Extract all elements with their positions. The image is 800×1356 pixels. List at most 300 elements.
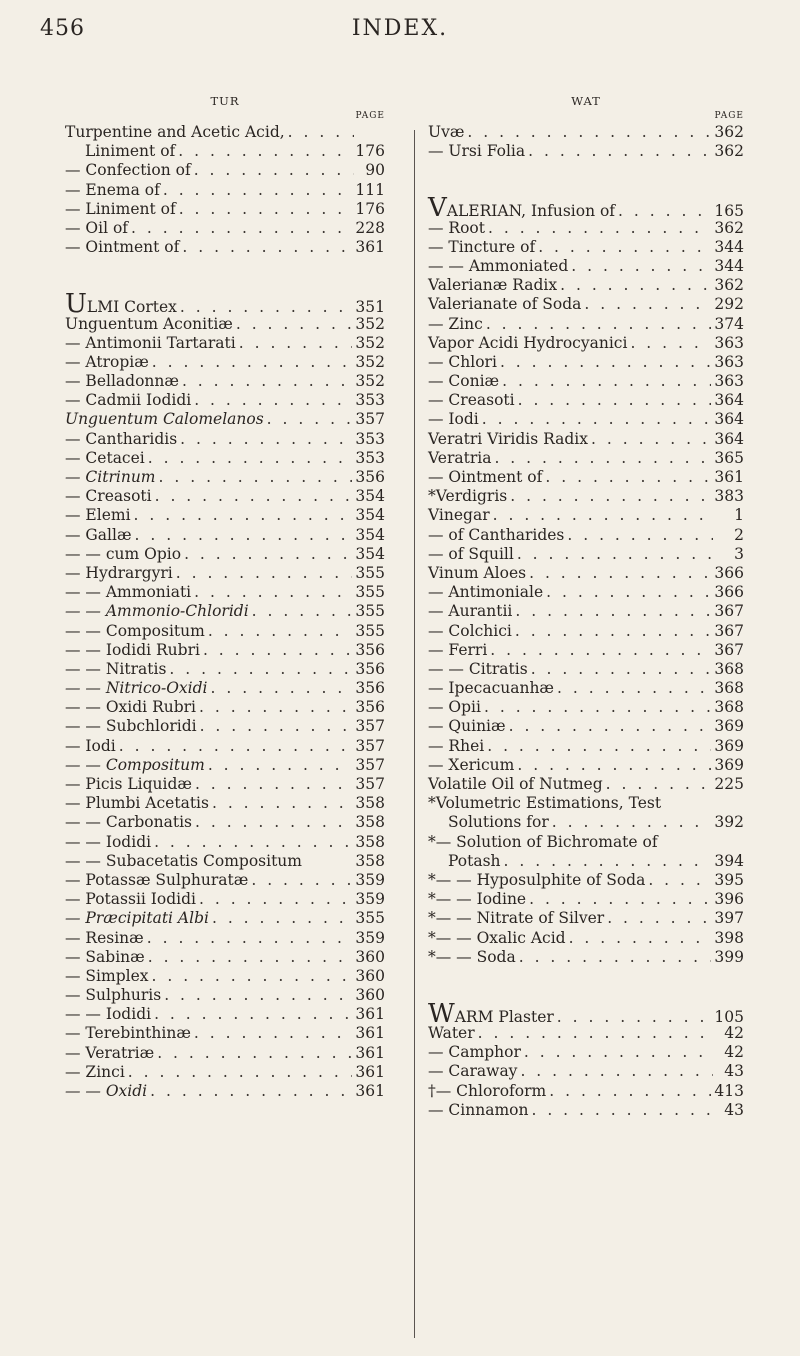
leader-dots bbox=[212, 794, 352, 813]
index-entry bbox=[428, 123, 744, 142]
leader-dots bbox=[520, 1062, 713, 1081]
index-entry bbox=[65, 430, 385, 449]
index-entry bbox=[65, 717, 385, 736]
entry-text: Solutions for bbox=[448, 813, 549, 832]
entry-page-number: 369 bbox=[714, 755, 744, 774]
entry-page-number: 359 bbox=[355, 928, 385, 947]
entry-page-number: 361 bbox=[355, 1062, 385, 1081]
page-number: 456 bbox=[40, 16, 85, 41]
leader-dots bbox=[148, 449, 353, 468]
leader-dots bbox=[519, 948, 712, 967]
entry-text: — — Ammonio-Chloridi bbox=[65, 602, 249, 621]
entry-page-number: 111 bbox=[355, 180, 385, 199]
leader-dots bbox=[630, 334, 711, 353]
index-entry bbox=[428, 583, 744, 602]
index-entry bbox=[65, 334, 385, 353]
entry-text: Turpentine and Acetic Acid, bbox=[65, 123, 285, 141]
index-entry bbox=[428, 1062, 744, 1081]
leader-dots bbox=[606, 775, 712, 794]
entry-page-number: 398 bbox=[714, 928, 744, 947]
leader-dots bbox=[211, 679, 353, 698]
entry-text: — Confection of bbox=[65, 161, 191, 180]
entry-page-number: 362 bbox=[714, 276, 744, 295]
index-entry bbox=[428, 564, 744, 583]
entry-text: †— Chloroform bbox=[428, 1081, 547, 1100]
entry-page-number: 356 bbox=[355, 698, 385, 717]
entry-text: Valerianæ Radix bbox=[428, 276, 558, 295]
entry-page-number: 357 bbox=[355, 775, 385, 793]
index-entry bbox=[428, 219, 744, 238]
entry-text: — Simplex bbox=[65, 966, 149, 985]
entry-text: — Tincture of bbox=[428, 237, 536, 256]
entry-text: Water bbox=[428, 1024, 475, 1043]
entry-page-number: 361 bbox=[355, 1043, 385, 1062]
entry-page-number: 358 bbox=[355, 794, 385, 813]
index-entry bbox=[65, 948, 385, 967]
index-entry bbox=[65, 929, 385, 948]
entry-text: — Root bbox=[428, 218, 485, 237]
entry-text: LMI Cortex bbox=[86, 298, 177, 317]
leader-dots bbox=[487, 737, 711, 756]
entry-text: — Coniæ bbox=[428, 372, 500, 391]
entry-page-number: 359 bbox=[355, 890, 385, 909]
index-entry bbox=[65, 353, 385, 372]
entry-page-number: 360 bbox=[355, 966, 385, 985]
index-entry bbox=[428, 238, 744, 257]
entry-page-number: 363 bbox=[714, 372, 744, 391]
entry-initial: V bbox=[428, 193, 447, 224]
index-entry bbox=[65, 391, 385, 410]
index-entry bbox=[428, 852, 744, 871]
index-entry bbox=[65, 545, 385, 564]
entry-text: — — Oxidi Rubri bbox=[65, 698, 197, 717]
entry-text: — Creasoti bbox=[65, 487, 152, 506]
index-entry bbox=[65, 526, 385, 545]
index-entry bbox=[65, 410, 385, 429]
entry-text: Veratria bbox=[428, 448, 492, 467]
leader-dots bbox=[484, 698, 711, 717]
leader-dots bbox=[267, 410, 353, 429]
entry-text: ALERIAN, Infusion of bbox=[446, 202, 616, 221]
leader-dots bbox=[200, 717, 353, 736]
entry-page-number: 354 bbox=[355, 544, 385, 563]
index-entry bbox=[428, 410, 744, 429]
entry-page-number: 364 bbox=[714, 429, 744, 448]
entry-page-number: 366 bbox=[714, 583, 744, 602]
entry-page-number: 413 bbox=[714, 1081, 744, 1100]
entry-text: — Opii bbox=[428, 698, 481, 717]
entry-text: — Antimoniale bbox=[428, 583, 544, 602]
index-entry bbox=[65, 986, 385, 1005]
leader-dots bbox=[584, 295, 711, 314]
entry-page-number: 364 bbox=[714, 410, 744, 429]
entry-page-number: 362 bbox=[714, 123, 744, 141]
leader-dots bbox=[157, 1044, 352, 1063]
entry-text: Valerianate of Soda bbox=[428, 295, 582, 314]
index-entry bbox=[65, 289, 385, 320]
entry-text: *— — Iodine bbox=[428, 890, 527, 909]
index-entry bbox=[428, 871, 744, 890]
index-entry bbox=[65, 909, 385, 928]
entry-text: *Verdigris bbox=[428, 487, 508, 506]
leader-dots bbox=[194, 161, 354, 180]
entry-text: — Belladonnæ bbox=[65, 372, 179, 391]
entry-text: Uvæ bbox=[428, 123, 465, 141]
index-entry bbox=[428, 929, 744, 948]
entry-page-number: 358 bbox=[355, 851, 385, 870]
entry-text: — Rhei bbox=[428, 736, 485, 755]
leader-dots bbox=[182, 372, 352, 391]
entry-page-number: 394 bbox=[714, 851, 744, 870]
index-entry bbox=[65, 564, 385, 583]
index-entry bbox=[65, 219, 385, 238]
entry-text: — Veratriæ bbox=[65, 1043, 155, 1062]
index-entry bbox=[428, 641, 744, 660]
index-entry bbox=[65, 967, 385, 986]
leader-dots bbox=[467, 123, 711, 142]
entry-gap bbox=[428, 967, 744, 1005]
entry-text: — — Compositum bbox=[65, 755, 205, 774]
index-entry bbox=[65, 775, 385, 794]
leader-dots bbox=[488, 219, 711, 238]
entry-page-number: 355 bbox=[355, 602, 385, 621]
leader-dots bbox=[524, 1043, 713, 1062]
index-entry bbox=[65, 833, 385, 852]
leader-dots bbox=[531, 660, 712, 679]
index-entry bbox=[428, 276, 744, 295]
leader-dots bbox=[517, 545, 713, 564]
index-entry bbox=[65, 123, 385, 142]
entry-text: — Iodi bbox=[428, 410, 479, 429]
index-entry bbox=[428, 391, 744, 410]
entry-page-number: 344 bbox=[714, 256, 744, 275]
entry-text: — — Nitrico-Oxidi bbox=[65, 679, 208, 698]
leader-dots bbox=[509, 717, 712, 736]
index-entry bbox=[428, 698, 744, 717]
entry-page-number: 363 bbox=[714, 333, 744, 352]
entry-page-number: 356 bbox=[355, 679, 385, 698]
index-entry bbox=[65, 142, 385, 161]
entry-text: — Enema of bbox=[65, 180, 160, 199]
entry-page-number: 361 bbox=[355, 1024, 385, 1043]
entry-text: Volatile Oil of Nutmeg bbox=[428, 775, 603, 793]
leader-dots bbox=[195, 775, 352, 794]
leader-dots bbox=[131, 219, 352, 238]
index-entry bbox=[428, 602, 744, 621]
index-column-right bbox=[428, 94, 744, 1120]
leader-dots bbox=[251, 871, 352, 890]
entry-text: — Picis Liquidæ bbox=[65, 775, 192, 793]
entry-text: — Ferri bbox=[428, 640, 488, 659]
index-entry bbox=[428, 737, 744, 756]
entry-text: — Colchici bbox=[428, 621, 512, 640]
index-entry bbox=[428, 353, 744, 372]
page-label-left: PAGE bbox=[355, 111, 385, 121]
entry-page-number: 292 bbox=[714, 295, 744, 314]
entry-text: *— — Hyposulphite of Soda bbox=[428, 870, 646, 889]
entry-text: Vinum Aloes bbox=[428, 563, 527, 582]
entry-text: Unguentum Aconitiæ bbox=[65, 314, 233, 333]
entry-text: — — Compositum bbox=[65, 621, 205, 640]
entry-text: Liniment of bbox=[85, 142, 176, 161]
entry-text: — — Iodidi bbox=[65, 1005, 152, 1024]
entry-gap bbox=[65, 257, 385, 295]
entry-page-number: 374 bbox=[714, 314, 744, 333]
entry-text: — Cinnamon bbox=[428, 1100, 529, 1119]
entry-text: — Ipecacuanhæ bbox=[428, 679, 555, 698]
entry-text: — Ursi Folia bbox=[428, 142, 526, 161]
entry-text: — Sulphuris bbox=[65, 986, 162, 1005]
entry-page-number: 353 bbox=[355, 429, 385, 448]
index-entry bbox=[428, 679, 744, 698]
index-entry bbox=[428, 142, 744, 161]
entry-text: — Terebinthinæ bbox=[65, 1024, 191, 1043]
leader-dots bbox=[529, 890, 711, 909]
index-entry bbox=[428, 295, 744, 314]
leader-dots bbox=[518, 391, 712, 410]
entry-text: — Antimonii Tartarati bbox=[65, 333, 236, 352]
entry-page-number: 352 bbox=[355, 352, 385, 371]
entry-page-number: 392 bbox=[714, 813, 744, 832]
index-entry bbox=[65, 890, 385, 909]
entry-page-number: 356 bbox=[355, 659, 385, 678]
leader-dots bbox=[135, 526, 353, 545]
entry-list-right bbox=[428, 123, 744, 1120]
leader-dots bbox=[494, 449, 711, 468]
entry-text: — Citrinum bbox=[65, 468, 156, 486]
entry-text: — — Nitratis bbox=[65, 659, 167, 678]
index-entry bbox=[65, 737, 385, 756]
index-entry bbox=[65, 372, 385, 391]
entry-text: *— — Oxalic Acid bbox=[428, 928, 566, 947]
entry-text: — Quiniæ bbox=[428, 717, 506, 736]
index-entry bbox=[65, 602, 385, 621]
index-entry bbox=[65, 200, 385, 219]
entry-page-number: 176 bbox=[355, 199, 385, 218]
entry-page-number: 368 bbox=[714, 698, 744, 717]
index-entry bbox=[65, 161, 385, 180]
entry-page-number: 2 bbox=[734, 525, 744, 544]
entry-page-number: 176 bbox=[355, 142, 385, 161]
entry-page-number: 399 bbox=[714, 947, 744, 966]
entry-page-number: 228 bbox=[355, 218, 385, 237]
entry-page-number: 43 bbox=[724, 1062, 744, 1081]
entry-page-number: 357 bbox=[355, 755, 385, 774]
leader-dots bbox=[182, 238, 352, 257]
leader-dots bbox=[490, 641, 711, 660]
entry-page-number: 353 bbox=[355, 448, 385, 467]
entry-text: — Elemi bbox=[65, 506, 131, 525]
entry-page-number: 360 bbox=[355, 986, 385, 1005]
entry-text: *— — Soda bbox=[428, 947, 516, 966]
entry-text: — — Iodidi bbox=[65, 832, 152, 851]
entry-text: — Camphor bbox=[428, 1043, 521, 1062]
leader-dots bbox=[500, 353, 711, 372]
entry-text: — Præcipitati Albi bbox=[65, 909, 209, 928]
index-entry bbox=[428, 794, 744, 813]
leader-dots bbox=[510, 487, 711, 506]
entry-text: — Ointment of bbox=[65, 238, 180, 257]
index-entry bbox=[65, 315, 385, 334]
catchword-right: WAT bbox=[571, 94, 601, 108]
leader-dots bbox=[529, 564, 711, 583]
entry-text: — Zinc bbox=[428, 314, 483, 333]
index-entry bbox=[65, 181, 385, 200]
entry-page-number: 383 bbox=[714, 487, 744, 506]
leader-dots bbox=[560, 276, 711, 295]
leader-dots bbox=[515, 602, 711, 621]
leader-dots bbox=[208, 756, 353, 775]
entry-page-number: 363 bbox=[714, 352, 744, 371]
leader-dots bbox=[208, 622, 353, 641]
index-entry bbox=[428, 526, 744, 545]
entry-text: — — Citratis bbox=[428, 659, 528, 678]
entry-page-number: 361 bbox=[355, 1005, 385, 1024]
entry-text: — Cetacei bbox=[65, 448, 145, 467]
entry-page-number: 225 bbox=[714, 775, 744, 793]
entry-text: — Liniment of bbox=[65, 199, 176, 218]
entry-text: — Zinci bbox=[65, 1062, 125, 1081]
leader-dots bbox=[515, 622, 712, 641]
entry-page-number: 360 bbox=[355, 947, 385, 966]
leader-dots bbox=[528, 142, 711, 161]
entry-page-number: 165 bbox=[714, 202, 744, 221]
leader-dots bbox=[195, 813, 352, 832]
leader-dots bbox=[147, 929, 353, 948]
leader-dots bbox=[194, 1024, 353, 1043]
entry-text: — Potassæ Sulphuratæ bbox=[65, 870, 249, 889]
entry-text: *— Solution of Bichromate of bbox=[428, 832, 658, 851]
entry-page-number: 42 bbox=[724, 1024, 744, 1043]
entry-text: — — Iodidi Rubri bbox=[65, 640, 200, 659]
leader-dots bbox=[154, 1005, 352, 1024]
entry-text: — Oil of bbox=[65, 218, 129, 237]
index-entry bbox=[428, 660, 744, 679]
index-entry bbox=[428, 193, 744, 224]
index-entry bbox=[428, 756, 744, 775]
leader-dots bbox=[557, 679, 711, 698]
entry-page-number: 368 bbox=[714, 659, 744, 678]
entry-text: *— — Nitrate of Silver bbox=[428, 909, 605, 928]
leader-dots bbox=[152, 967, 353, 986]
index-entry bbox=[428, 257, 744, 276]
index-entry bbox=[428, 1082, 744, 1101]
entry-page-number: 352 bbox=[355, 314, 385, 333]
leader-dots bbox=[591, 430, 711, 449]
index-entry bbox=[428, 334, 744, 353]
entry-page-number: 356 bbox=[355, 468, 385, 486]
leader-dots bbox=[184, 545, 352, 564]
entry-page-number: 367 bbox=[714, 640, 744, 659]
entry-text: — Ointment of bbox=[428, 468, 543, 486]
leader-dots bbox=[486, 315, 712, 334]
entry-page-number: 105 bbox=[714, 1007, 744, 1026]
entry-page-number: 356 bbox=[355, 640, 385, 659]
entry-page-number: 361 bbox=[714, 468, 744, 486]
entry-text: — Xericum bbox=[428, 755, 515, 774]
entry-page-number: 369 bbox=[714, 717, 744, 736]
index-entry bbox=[428, 948, 744, 967]
leader-dots bbox=[180, 430, 352, 449]
index-entry bbox=[428, 372, 744, 391]
leader-dots bbox=[194, 391, 352, 410]
index-entry bbox=[428, 315, 744, 334]
entry-text: — — Ammoniated bbox=[428, 256, 569, 275]
entry-text: Unguentum Calomelanos bbox=[65, 410, 264, 429]
entry-page-number: 344 bbox=[714, 237, 744, 256]
leader-dots bbox=[546, 583, 711, 602]
column-divider bbox=[414, 130, 415, 1338]
index-entry bbox=[428, 717, 744, 736]
catchword-left: TUR bbox=[210, 94, 240, 108]
index-entry bbox=[428, 468, 744, 487]
index-entry bbox=[65, 1005, 385, 1024]
index-entry bbox=[65, 1082, 385, 1101]
index-column-left bbox=[65, 94, 385, 1101]
entry-page-number: 357 bbox=[355, 736, 385, 755]
entry-text: — Sabinæ bbox=[65, 947, 145, 966]
index-entry bbox=[65, 871, 385, 890]
index-entry bbox=[65, 794, 385, 813]
leader-dots bbox=[212, 909, 352, 928]
index-entry bbox=[65, 1063, 385, 1082]
entry-text: — Creasoti bbox=[428, 391, 515, 410]
index-entry bbox=[428, 449, 744, 468]
entry-gap bbox=[428, 161, 744, 199]
leader-dots bbox=[648, 871, 711, 890]
entry-list-left bbox=[65, 123, 385, 1101]
entry-page-number: 357 bbox=[355, 410, 385, 429]
entry-page-number: 357 bbox=[355, 717, 385, 736]
entry-page-number: 90 bbox=[365, 161, 385, 180]
leader-dots bbox=[134, 506, 353, 525]
index-entry bbox=[428, 833, 744, 852]
index-entry bbox=[65, 622, 385, 641]
leader-dots bbox=[502, 372, 711, 391]
leader-dots bbox=[236, 315, 353, 334]
leader-dots bbox=[288, 123, 354, 142]
leader-dots bbox=[159, 468, 353, 487]
index-entry bbox=[65, 506, 385, 525]
leader-dots bbox=[163, 181, 353, 200]
index-entry bbox=[428, 545, 744, 564]
entry-page-number: 43 bbox=[724, 1100, 744, 1119]
index-entry bbox=[428, 487, 744, 506]
index-entry bbox=[65, 1024, 385, 1043]
entry-page-number: 354 bbox=[355, 487, 385, 506]
entry-page-number: 359 bbox=[355, 870, 385, 889]
entry-page-number: 354 bbox=[355, 525, 385, 544]
entry-page-number: 354 bbox=[355, 506, 385, 525]
entry-text: — Hydrargyri bbox=[65, 563, 173, 582]
leader-dots bbox=[155, 487, 353, 506]
leader-dots bbox=[571, 257, 711, 276]
entry-page-number: 365 bbox=[714, 448, 744, 467]
leader-dots bbox=[252, 602, 353, 621]
leader-dots bbox=[504, 852, 712, 871]
entry-text: — — Ammoniati bbox=[65, 583, 192, 602]
entry-text: — Caraway bbox=[428, 1062, 518, 1081]
entry-page-number: 361 bbox=[355, 238, 385, 257]
leader-dots bbox=[552, 813, 712, 832]
entry-text: Vapor Acidi Hydrocyanici bbox=[428, 333, 628, 352]
leader-dots bbox=[164, 986, 352, 1005]
leader-dots bbox=[128, 1063, 353, 1082]
leader-dots bbox=[531, 1101, 713, 1120]
index-entry bbox=[65, 679, 385, 698]
entry-page-number: 353 bbox=[355, 391, 385, 410]
entry-initial: U bbox=[65, 289, 87, 320]
